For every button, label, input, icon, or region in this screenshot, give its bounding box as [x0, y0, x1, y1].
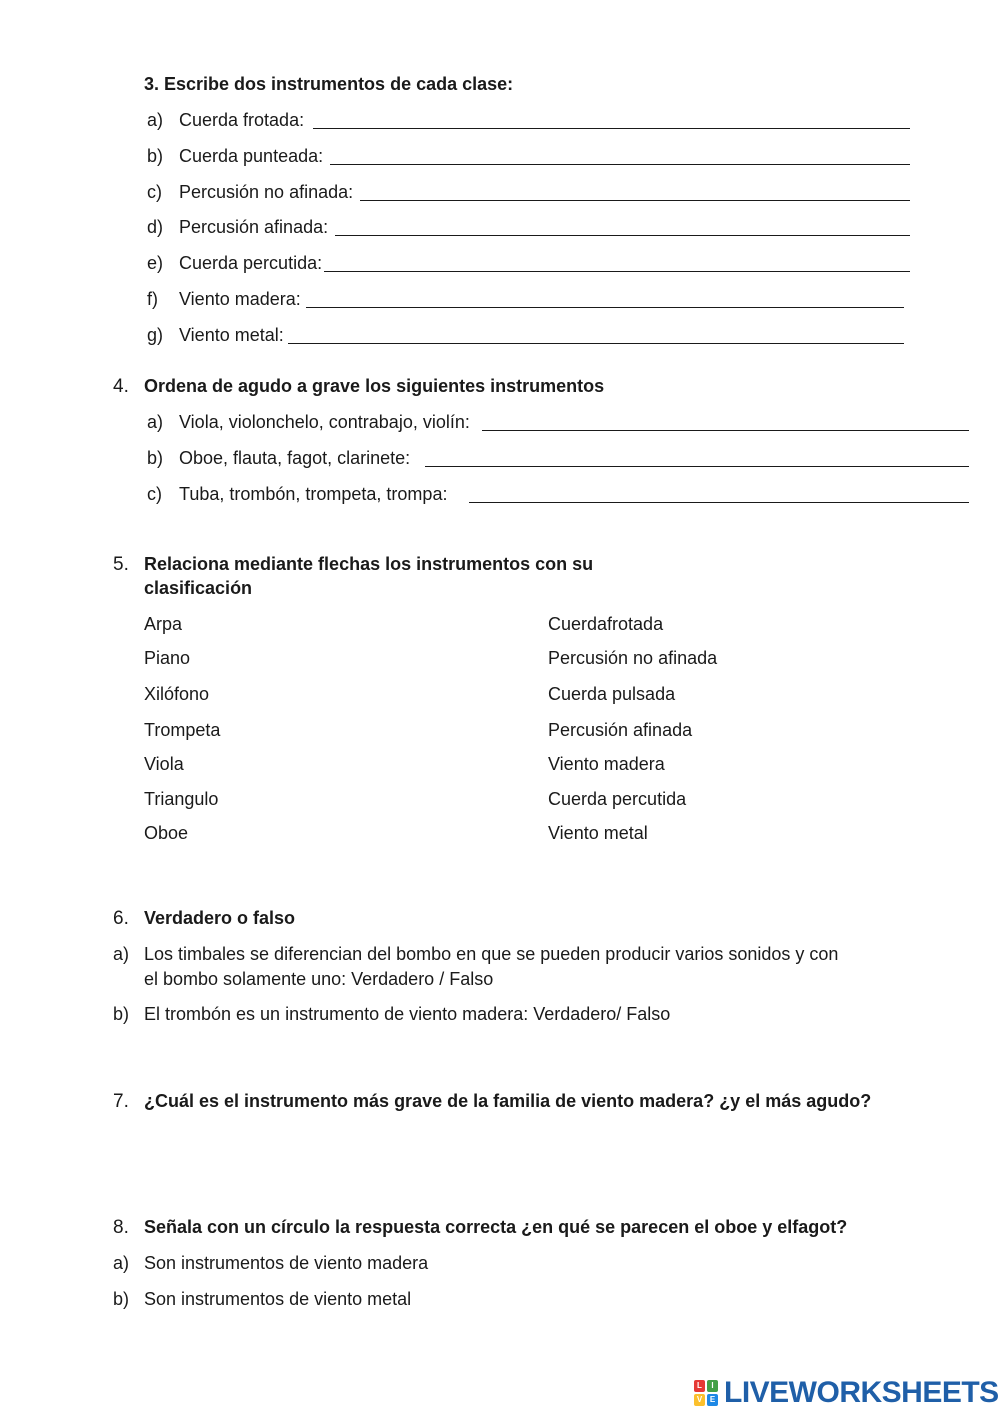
q3-a-label: Cuerda frotada:: [179, 110, 305, 130]
q5-left-item[interactable]: Oboe: [144, 823, 189, 843]
q8-option-b[interactable]: Son instrumentos de viento metal: [144, 1289, 412, 1309]
q5-right-item[interactable]: Viento metal: [548, 823, 648, 843]
q4-a-answer-line[interactable]: [482, 430, 969, 431]
q3-g-letter: g): [147, 325, 164, 345]
q4-number: 4.: [113, 376, 129, 397]
q5-title-line2: clasificación: [144, 578, 253, 598]
q5-left-item[interactable]: Triangulo: [144, 789, 219, 809]
q4-a-letter: a): [147, 412, 164, 432]
logo-text: LIVEWORKSHEETS: [724, 1376, 999, 1409]
q5-left-item[interactable]: Viola: [144, 754, 184, 774]
q4-b-answer-line[interactable]: [425, 466, 969, 467]
q3-e-letter: e): [147, 253, 164, 273]
q5-number: 5.: [113, 554, 129, 575]
q8-number: 8.: [113, 1217, 129, 1238]
q3-c-answer-line[interactable]: [360, 200, 910, 201]
q5-left-item[interactable]: Arpa: [144, 614, 183, 634]
q8-a-letter: a): [113, 1253, 130, 1273]
q5-title-line1: Relaciona mediante flechas los instrumentos con su: [144, 554, 594, 574]
q4-c-answer-line[interactable]: [469, 502, 969, 503]
q6-title: Verdadero o falso: [144, 908, 296, 928]
q3-a-answer-line[interactable]: [313, 128, 910, 129]
q6-a-letter: a): [113, 944, 130, 964]
q4-a-label: Viola, violonchelo, contrabajo, violín:: [179, 412, 470, 432]
q3-g-answer-line[interactable]: [288, 343, 904, 344]
q3-title: 3. Escribe dos instrumentos de cada clase:: [144, 74, 514, 94]
q4-c-letter: c): [147, 484, 162, 504]
q4-title: Ordena de agudo a grave los siguientes instrumentos: [144, 376, 605, 396]
q3-e-answer-line[interactable]: [324, 271, 910, 272]
q6-a-line1: Los timbales se diferencian del bombo en que se pueden producir varios sonidos y con: [144, 944, 839, 964]
q3-a-letter: a): [147, 110, 164, 130]
q5-right-item[interactable]: Cuerdafrotada: [548, 614, 664, 634]
q3-b-letter: b): [147, 146, 164, 166]
q5-right-item[interactable]: Percusión no afinada: [548, 648, 718, 668]
q6-b-line1[interactable]: El trombón es un instrumento de viento madera: Verdadero/ Falso: [144, 1004, 671, 1024]
q5-right-item[interactable]: Cuerda percutida: [548, 789, 687, 809]
q5-right-item[interactable]: Viento madera: [548, 754, 665, 774]
q3-d-answer-line[interactable]: [335, 235, 910, 236]
q8-title: Señala con un círculo la respuesta correcta ¿en qué se parecen el oboe y elfagot?: [144, 1217, 848, 1237]
logo-block: V: [694, 1394, 705, 1406]
q6-b-letter: b): [113, 1004, 130, 1024]
q5-left-item[interactable]: Xilófono: [144, 684, 210, 704]
q4-b-label: Oboe, flauta, fagot, clarinete:: [179, 448, 411, 468]
q6-a-line2[interactable]: el bombo solamente uno: Verdadero / Falso: [144, 969, 494, 989]
q3-c-letter: c): [147, 182, 162, 202]
q3-d-letter: d): [147, 217, 164, 237]
logo-block: L: [694, 1380, 705, 1392]
q5-left-item[interactable]: Piano: [144, 648, 191, 668]
q3-e-label: Cuerda percutida:: [179, 253, 323, 273]
q4-b-letter: b): [147, 448, 164, 468]
liveworksheets-logo: [694, 1376, 999, 1410]
q3-f-label: Viento madera:: [179, 289, 301, 309]
logo-blocks-icon: [694, 1380, 718, 1406]
q7-title: ¿Cuál es el instrumento más grave de la familia de viento madera? ¿y el más agudo?: [144, 1091, 872, 1111]
q4-c-label: Tuba, trombón, trompeta, trompa:: [179, 484, 448, 504]
q3-b-label: Cuerda punteada:: [179, 146, 324, 166]
q5-right-item[interactable]: Cuerda pulsada: [548, 684, 676, 704]
q3-d-label: Percusión afinada:: [179, 217, 329, 237]
q3-c-label: Percusión no afinada:: [179, 182, 354, 202]
q8-option-a[interactable]: Son instrumentos de viento madera: [144, 1253, 429, 1273]
q5-left-item[interactable]: Trompeta: [144, 720, 221, 740]
q3-b-answer-line[interactable]: [330, 164, 910, 165]
q7-number: 7.: [113, 1091, 129, 1112]
q8-b-letter: b): [113, 1289, 130, 1309]
q5-right-item[interactable]: Percusión afinada: [548, 720, 693, 740]
q6-number: 6.: [113, 908, 129, 929]
q3-f-answer-line[interactable]: [306, 307, 904, 308]
logo-block: I: [707, 1380, 718, 1392]
q3-g-label: Viento metal:: [179, 325, 284, 345]
logo-block: E: [707, 1394, 718, 1406]
q3-f-letter: f): [147, 289, 158, 309]
